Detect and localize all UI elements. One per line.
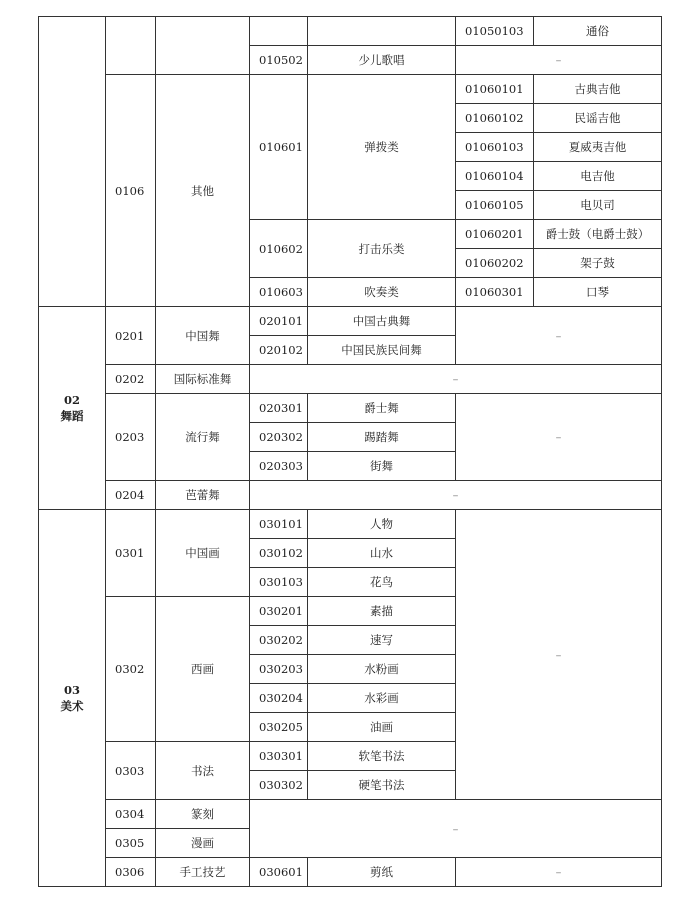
- sub-name: 水彩画: [308, 684, 456, 713]
- item-name: 夏威夷吉他: [534, 133, 662, 162]
- sub-code: 030601: [250, 858, 308, 887]
- sub-name: 油画: [308, 713, 456, 742]
- empty-dash: –: [456, 394, 662, 481]
- sub-name: 踢踏舞: [308, 423, 456, 452]
- sub-name: 打击乐类: [308, 220, 456, 278]
- sub-code: 030203: [250, 655, 308, 684]
- sub-code: 020102: [250, 336, 308, 365]
- major-code: 02: [63, 393, 80, 407]
- sub-name: 剪纸: [308, 858, 456, 887]
- category-code: 0203: [106, 394, 156, 481]
- major-code: 03: [63, 683, 80, 697]
- item-name: 古典吉他: [534, 75, 662, 104]
- sub-name: 爵士舞: [308, 394, 456, 423]
- major-cell-art: [39, 510, 106, 887]
- sub-name: 水粉画: [308, 655, 456, 684]
- table-row: [39, 307, 662, 336]
- category-code: 0303: [106, 742, 156, 800]
- sub-name: 山水: [308, 539, 456, 568]
- table-row: [39, 510, 662, 539]
- sub-name: 速写: [308, 626, 456, 655]
- empty-cell: [308, 17, 456, 46]
- sub-code: 020101: [250, 307, 308, 336]
- category-code: 0202: [106, 365, 156, 394]
- sub-name: 街舞: [308, 452, 456, 481]
- item-name: 电吉他: [534, 162, 662, 191]
- table-row: [39, 394, 662, 423]
- sub-name: 弹拨类: [308, 75, 456, 220]
- sub-code: 030103: [250, 568, 308, 597]
- item-code: 01060104: [456, 162, 534, 191]
- table-row: [39, 800, 662, 829]
- sub-code: 010502: [250, 46, 308, 75]
- item-code: 01060201: [456, 220, 534, 249]
- sub-name: 花鸟: [308, 568, 456, 597]
- empty-dash: –: [456, 307, 662, 365]
- category-name: 篆刻: [156, 800, 250, 829]
- major-cell-music-continued: [39, 17, 106, 307]
- sub-name: 少儿歌唱: [308, 46, 456, 75]
- category-code: 0301: [106, 510, 156, 597]
- item-name: 口琴: [534, 278, 662, 307]
- sub-code: 030101: [250, 510, 308, 539]
- table-row: [39, 17, 662, 46]
- table-row: [39, 75, 662, 104]
- sub-name: 素描: [308, 597, 456, 626]
- empty-cell: [106, 17, 156, 75]
- item-name: 架子鼓: [534, 249, 662, 278]
- category-code: 0306: [106, 858, 156, 887]
- sub-code: 030102: [250, 539, 308, 568]
- category-code: 0106: [106, 75, 156, 307]
- empty-dash: –: [250, 800, 662, 858]
- empty-dash: –: [456, 510, 662, 800]
- item-name: 电贝司: [534, 191, 662, 220]
- sub-code: 010602: [250, 220, 308, 278]
- item-code: 01060105: [456, 191, 534, 220]
- category-name: 中国画: [156, 510, 250, 597]
- sub-code: 020302: [250, 423, 308, 452]
- category-name: 漫画: [156, 829, 250, 858]
- category-name: 中国舞: [156, 307, 250, 365]
- item-name: 民谣吉他: [534, 104, 662, 133]
- major-cell-dance: [39, 307, 106, 510]
- item-name: 通俗: [534, 17, 662, 46]
- category-name: 国际标准舞: [156, 365, 250, 394]
- category-name: 其他: [156, 75, 250, 307]
- sub-code: 030301: [250, 742, 308, 771]
- item-code: 01060101: [456, 75, 534, 104]
- category-name: 流行舞: [156, 394, 250, 481]
- sub-name: 中国民族民间舞: [308, 336, 456, 365]
- category-code: 0304: [106, 800, 156, 829]
- table-row: [39, 481, 662, 510]
- sub-code: 030204: [250, 684, 308, 713]
- classification-table: [38, 16, 662, 887]
- category-name: 书法: [156, 742, 250, 800]
- sub-code: 030205: [250, 713, 308, 742]
- empty-dash: –: [456, 46, 662, 75]
- empty-cell: [250, 17, 308, 46]
- category-name: 手工技艺: [156, 858, 250, 887]
- sub-name: 硬笔书法: [308, 771, 456, 800]
- sub-code: 030201: [250, 597, 308, 626]
- sub-code: 020301: [250, 394, 308, 423]
- table-row: [39, 858, 662, 887]
- category-name: 西画: [156, 597, 250, 742]
- category-name: 芭蕾舞: [156, 481, 250, 510]
- category-code: 0305: [106, 829, 156, 858]
- item-code: 01050103: [456, 17, 534, 46]
- major-name: 美术: [60, 699, 84, 713]
- sub-name: 人物: [308, 510, 456, 539]
- category-code: 0204: [106, 481, 156, 510]
- item-code: 01060102: [456, 104, 534, 133]
- empty-dash: –: [456, 858, 662, 887]
- sub-code: 020303: [250, 452, 308, 481]
- category-code: 0201: [106, 307, 156, 365]
- empty-cell: [156, 17, 250, 75]
- sub-name: 中国古典舞: [308, 307, 456, 336]
- major-name: 舞蹈: [60, 409, 84, 423]
- table-row: [39, 365, 662, 394]
- empty-dash: –: [250, 365, 662, 394]
- sub-code: 030202: [250, 626, 308, 655]
- item-code: 01060202: [456, 249, 534, 278]
- category-code: 0302: [106, 597, 156, 742]
- empty-dash: –: [250, 481, 662, 510]
- item-code: 01060301: [456, 278, 534, 307]
- item-code: 01060103: [456, 133, 534, 162]
- sub-code: 010603: [250, 278, 308, 307]
- sub-code: 010601: [250, 75, 308, 220]
- sub-name: 吹奏类: [308, 278, 456, 307]
- sub-name: 软笔书法: [308, 742, 456, 771]
- sub-code: 030302: [250, 771, 308, 800]
- item-name: 爵士鼓（电爵士鼓）: [534, 220, 662, 249]
